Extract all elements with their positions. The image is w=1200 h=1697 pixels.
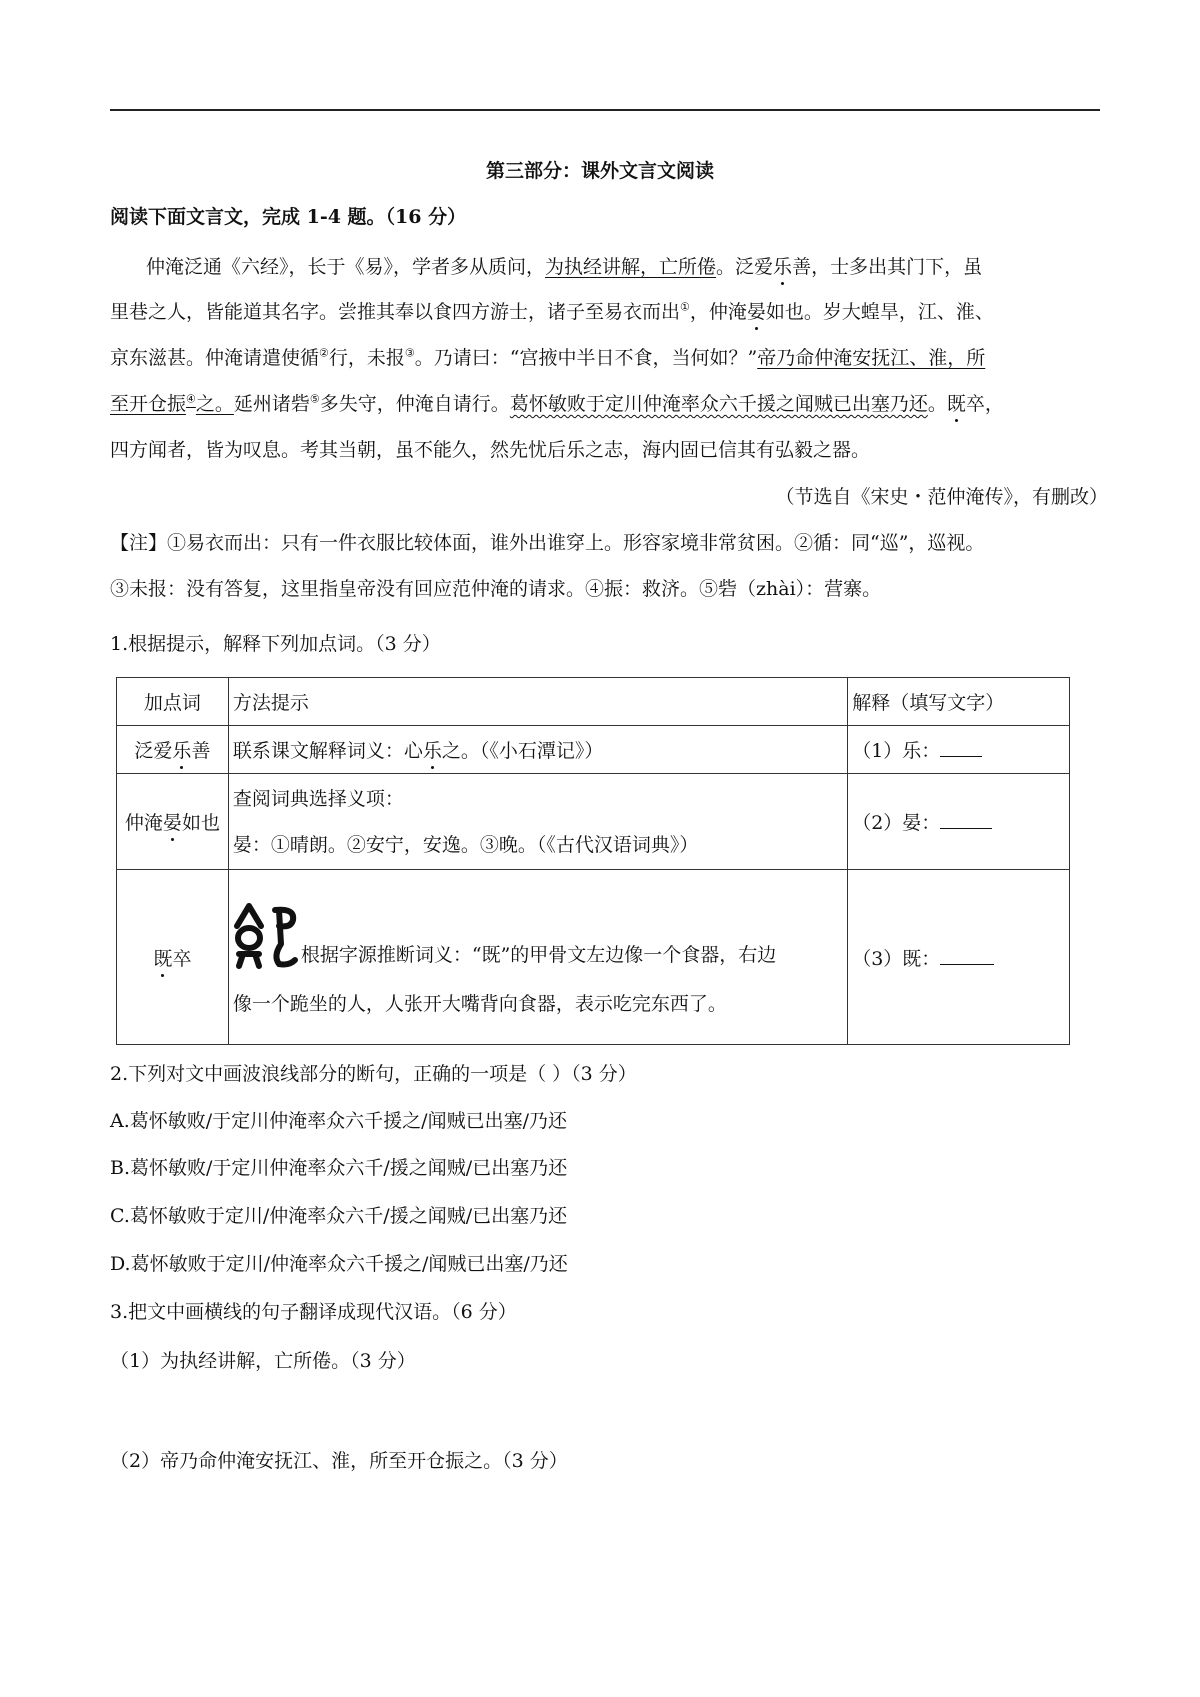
hint-cell: 根据字源推断词义：“既”的甲骨文左边像一个食器，右边 像一个跪坐的人，人张开大嘴背向食器，表示吃完东西了。 (228, 870, 847, 1045)
option-d[interactable]: D.葛怀敏败于定川/仲淹率众六千援之/闻贼已出塞/乃还 (110, 1253, 568, 1275)
dotted-word: 晏 (746, 301, 766, 323)
hint-cell: 联系课文解释词义：心乐之。（《小石潭记》） (228, 726, 847, 774)
answer-blank-2[interactable] (940, 812, 992, 829)
option-b[interactable]: B.葛怀敏败/于定川仲淹率众六千/援之闻贼/已出塞乃还 (110, 1157, 568, 1179)
notes-line-1: 【注】①易衣而出：只有一件衣服比较体面，谁外出谁穿上。形容家境非常贫困。②循：同“巡”，巡视。 (110, 532, 985, 554)
note-marker: ① (680, 300, 690, 314)
answer-cell: （3）既： (848, 870, 1070, 1045)
passage-line-2: 里巷之人，皆能道其名字。尝推其奉以食四方游士，诸子至易衣而出①，仲淹晏如也。岁大蝗旱，江、淮、 (110, 300, 994, 323)
dotted-word-cell: 泛爱乐善 (117, 726, 229, 774)
question-1-stem: 1.根据提示，解释下列加点词。（3 分） (110, 633, 441, 655)
option-c[interactable]: C.葛怀敏败于定川/仲淹率众六千/援之闻贼/已出塞乃还 (110, 1205, 568, 1227)
answer-blank-3[interactable] (940, 948, 994, 965)
wavy-underlined-sentence: 葛怀敏败于定川仲淹率众六千援之闻贼已出塞乃还 (509, 393, 928, 415)
dotted-word: 乐 (773, 256, 793, 278)
header-rule (110, 109, 1100, 111)
table-header: 方法提示 (228, 678, 847, 726)
section-title: 第三部分：课外文言文阅读 (485, 160, 714, 182)
question-3-stem: 3.把文中画横线的句子翻译成现代汉语。（6 分） (110, 1301, 517, 1323)
note-marker: ④ (186, 392, 196, 406)
passage-source: （节选自《宋史・范仲淹传》，有删改） (775, 486, 1108, 508)
note-marker: ② (319, 346, 329, 360)
table-header-row (117, 678, 1070, 726)
dotted-word-cell: 既卒 (117, 870, 229, 1045)
notes-line-2: ③未报：没有答复，这里指皇帝没有回应范仲淹的请求。④振：救济。⑤砦（zhài）：营寨。 (110, 578, 882, 600)
passage-line-5: 四方闻者，皆为叹息。考其当朝，虽不能久，然先忧后乐之志，海内固已信其有弘毅之器。 (110, 439, 871, 461)
underlined-sentence-2-cont: 至开仓振 (110, 393, 187, 415)
table-header: 加点词 (117, 678, 229, 726)
option-a[interactable]: A.葛怀敏败/于定川仲淹率众六千援之/闻贼已出塞/乃还 (110, 1110, 567, 1132)
dotted-word: 既 (946, 393, 966, 415)
answer-cell: （1）乐： (848, 726, 1070, 774)
instruction: 阅读下面文言文，完成 1-4 题。（16 分） (110, 206, 467, 228)
table-row (117, 870, 1070, 1045)
question-3-sub-1: （1）为执经讲解，亡所倦。（3 分） (110, 1350, 416, 1372)
note-marker: ③ (404, 346, 415, 360)
passage-line-4: 至开仓振④之。延州诸砦⑤多失守，仲淹自请行。葛怀敏败于定川仲淹率众六千援之闻贼已出塞乃还。既卒， (110, 392, 1004, 415)
passage-line-1: 仲淹泛通《六经》，长于《易》，学者多从质问，为执经讲解，亡所倦。泛爱乐善，士多出其门下，虽 (146, 256, 983, 278)
note-marker: ⑤ (309, 392, 320, 406)
question-2-stem: 2.下列对文中画波浪线部分的断句，正确的一项是（ ）（3 分） (110, 1063, 637, 1085)
dotted-word-cell: 仲淹晏如也 (117, 774, 229, 870)
passage-line-3: 京东滋甚。仲淹请遣使循②行，未报③。乃请曰：“宫掖中半日不食，当何如？”帝乃命仲淹安抚江、淮，所 (110, 346, 986, 369)
underlined-sentence-1: 为执经讲解，亡所倦 (545, 256, 717, 278)
answer-cell: （2）晏： (848, 774, 1070, 870)
table-row (117, 726, 1070, 774)
underlined-sentence-2: 帝乃命仲淹安抚江、淮，所 (757, 347, 986, 369)
table-row (117, 774, 1070, 870)
oracle-bone-ji-glyph-image (233, 900, 301, 970)
hint-cell: 查阅词典选择义项： 晏：①晴朗。②安宁，安逸。③晚。（《古代汉语词典》） (228, 774, 847, 870)
question-3-sub-2: （2）帝乃命仲淹安抚江、淮，所至开仓振之。（3 分） (110, 1450, 568, 1472)
answer-blank-1[interactable] (940, 740, 982, 757)
vocab-table (116, 677, 1070, 1045)
table-header: 解释（填写文字） (848, 678, 1070, 726)
